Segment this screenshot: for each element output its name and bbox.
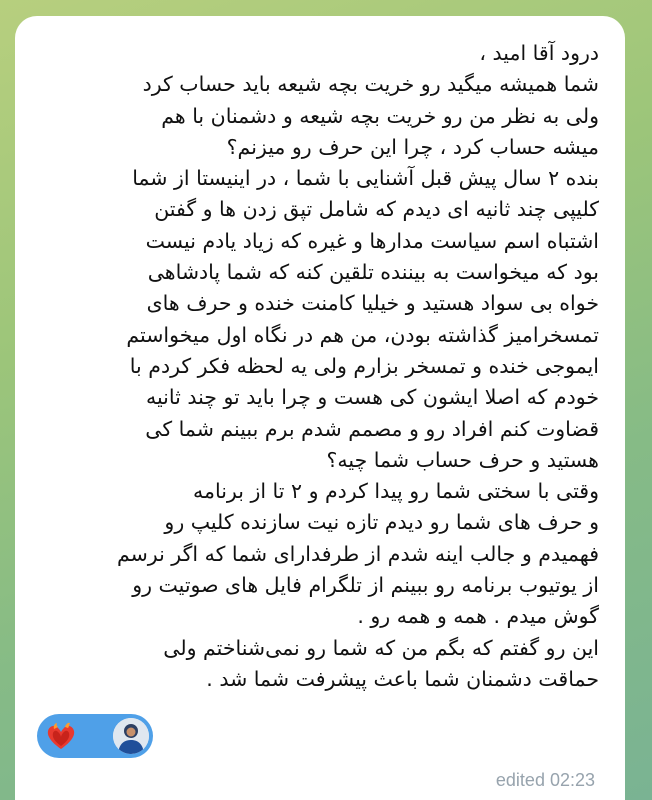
message-line: میشه حساب کرد ، چرا این حرف رو میزنم؟ xyxy=(226,134,599,159)
reaction-pill[interactable] xyxy=(37,714,153,758)
message-line: هستید و حرف حساب شما چیه؟ xyxy=(326,447,599,472)
message-line: بود که میخواست به بیننده تلقین کنه که شما پادشاهی xyxy=(147,260,599,285)
message-line: فهمیدم و جالب اینه شدم از طرفدارای شما که اگر نرسم xyxy=(116,541,599,566)
message-line: قضاوت کنم افراد رو و مصمم شدم برم ببینم شما کی xyxy=(145,416,599,441)
message-line: از یوتیوب برنامه رو ببینم از تلگرام فایل های صوتیت رو xyxy=(132,573,599,598)
message-line: وقتی با سختی شما رو پیدا کردم و ۲ تا از برنامه xyxy=(192,479,599,504)
message-line: اشتباه اسم سیاست مدارها و غیره که زیاد یادم نیست xyxy=(145,228,599,253)
message-line: تمسخرامیز گذاشته بودن، من هم در نگاه اول میخواستم xyxy=(126,322,599,347)
message-line: این رو گفتم که بگم من که شما رو نمی‌شناختم ولی xyxy=(163,635,599,660)
message-line: حماقت دشمنان شما باعث پیشرفت شما شد . xyxy=(206,666,599,691)
message-line: درود آقا امید ، xyxy=(479,41,599,65)
message-line: شما همیشه میگید رو خریت بچه شیعه باید حساب کرد xyxy=(142,72,599,97)
message-line: و حرف های شما رو دیدم تازه نیت سازنده کلیپ رو xyxy=(164,510,599,535)
message-line: گوش میدم . همه و همه رو . xyxy=(357,604,599,629)
message-line: بنده ۲ سال پیش قبل آشنایی با شما ، در اینیستا از شما xyxy=(132,166,599,191)
message-line: ولی به نظر من رو خریت بچه شیعه و دشمنان با هم xyxy=(161,103,599,128)
fire-heart-icon xyxy=(45,720,77,752)
message-line: ایموجی خنده و تمسخر بزارم ولی یه لحظه فکر کردم با xyxy=(129,353,599,378)
message-bubble[interactable] xyxy=(15,16,625,800)
message-line: خواه بی سواد هستید و خیلیا کامنت خنده و حرف های xyxy=(146,291,599,316)
message-line: خودم که اصلا ایشون کی هست و چرا باید تو چند ثانیه xyxy=(145,385,599,410)
user-avatar-icon[interactable] xyxy=(113,718,149,754)
edited-timestamp: edited 02:23 xyxy=(495,770,595,790)
message-line: کلیپی چند ثانیه ای دیدم که شامل تپق زدن ها و گفتن xyxy=(154,197,599,222)
message-text xyxy=(37,38,599,695)
